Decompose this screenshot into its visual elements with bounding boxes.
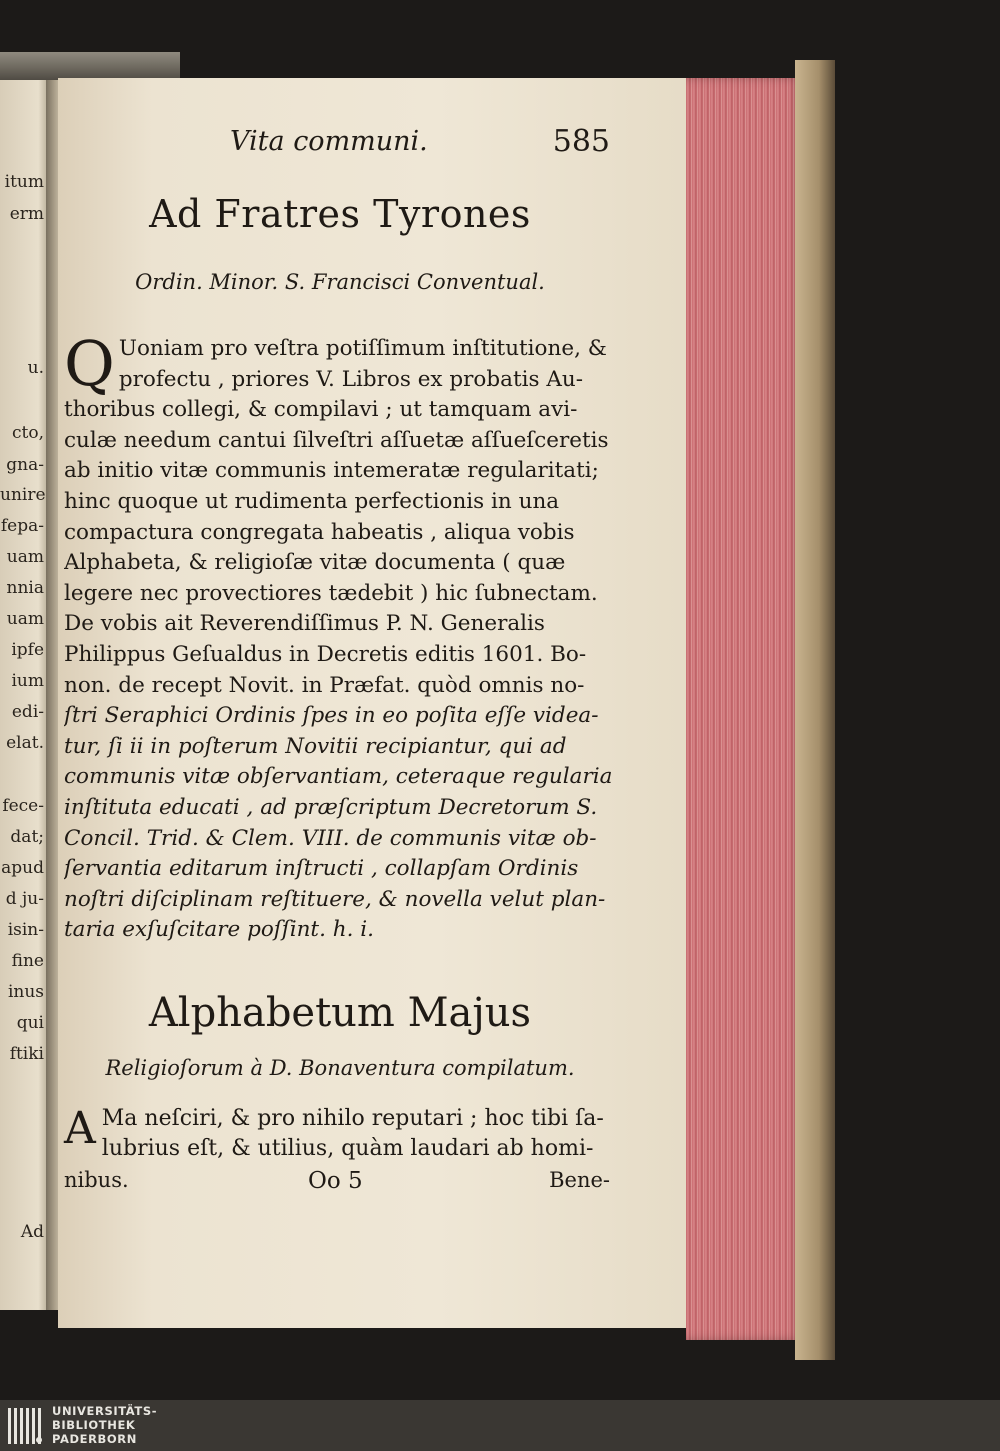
text-line: ab initio vitæ communis intemeratæ regularitati;: [64, 458, 599, 484]
library-name: [52, 1404, 157, 1446]
left-fragment: nnia: [6, 578, 44, 598]
text-line: hinc quoque ut rudimenta perfectionis in una: [64, 488, 560, 514]
left-fragment: erm: [9, 204, 44, 224]
running-title: Vita communi.: [230, 126, 428, 157]
text-line: De vobis ait Reverendiſſimus P. N. Generalis: [64, 611, 545, 637]
left-fragment: uam: [6, 609, 44, 629]
catchword: Bene-: [549, 1167, 610, 1192]
left-fragment: uam: [6, 547, 44, 567]
page-number: 585: [552, 124, 610, 159]
cover-board: [795, 60, 835, 1360]
text-line: noſtri diſciplinam reſtituere, & novella velut plan-: [64, 886, 606, 912]
paragraph-1: [64, 327, 616, 946]
left-fragment: u.: [27, 358, 44, 378]
text-line: taria exſuſcitare poſſint. h. i.: [64, 917, 374, 943]
section-subheading-2: Religioſorum à D. Bonaventura compilatum.: [105, 1055, 575, 1080]
running-head: [64, 120, 616, 170]
left-fragment: apud: [1, 858, 44, 878]
left-fragment: inus: [7, 982, 44, 1002]
library-logo-icon: [6, 1406, 46, 1446]
left-fragment: d ju-: [5, 889, 44, 909]
text-line: Alphabeta, & religioſæ vitæ documenta ( quæ: [64, 550, 566, 576]
drop-cap: Q: [64, 327, 115, 400]
drop-cap: A: [64, 1102, 96, 1154]
logo-line: PADERBORN: [52, 1432, 137, 1446]
section-heading-2: Alphabetum Majus: [148, 989, 532, 1036]
left-page: [0, 80, 48, 1310]
left-fragment: itum: [4, 172, 44, 192]
left-fragment: fece-: [2, 796, 44, 816]
left-fragment: edi-: [11, 702, 44, 722]
text-line: Uoniam pro veſtra potiſſimum inſtitutione, &: [118, 336, 607, 361]
library-logo-bar: [0, 1400, 1000, 1451]
text-line: Concil. Trid. & Clem. VIII. de communis vitæ ob-: [64, 825, 597, 851]
text-line: non. de recept Novit. in Præfat. quòd omnis no-: [64, 672, 585, 698]
text-line: culæ needum cantui ſilveſtri aſſuetæ aſſueſceretis: [64, 427, 609, 453]
page-footer: [64, 1168, 616, 1202]
text-line: Philippus Geſualdus in Decretis editis 1601. Bo-: [64, 641, 587, 667]
text-line: communis vitæ obſervantiam, ceteraque regularia: [64, 764, 613, 790]
left-fragment: dat;: [10, 827, 44, 847]
left-fragment: ftiki: [9, 1044, 44, 1064]
left-fragment: fine: [11, 951, 44, 971]
text-line: Ma neſciri, & pro nihilo reputari ; hoc tibi ſa-: [101, 1105, 604, 1131]
logo-line: UNIVERSITÄTS-: [52, 1404, 158, 1418]
signature-mark: Oo 5: [308, 1167, 363, 1194]
left-fragment: cto,: [12, 423, 44, 443]
left-fragment: fepa-: [0, 516, 44, 536]
left-fragment: unire: [0, 485, 46, 505]
text-line: thoribus collegi, & compilavi ; ut tamquam avi-: [64, 397, 578, 423]
logo-line: BIBLIOTHEK: [52, 1418, 136, 1432]
text-line: profectu , priores V. Libros ex probatis Au-: [118, 366, 583, 392]
left-fragment: qui: [16, 1013, 44, 1033]
left-fragment: gna-: [6, 455, 44, 475]
text-line: tur, ſi ii in poſterum Novitii recipiantur, qui ad: [64, 733, 567, 759]
text-line: legere nec provectiores tædebit ) hic ſubnectam.: [64, 580, 598, 606]
section-subheading: Ordin. Minor. S. Francisci Conventual.: [135, 270, 545, 294]
paragraph-2: [64, 1104, 616, 1164]
text-line: ſtri Seraphici Ordinis ſpes in eo poſita eſſe videa-: [64, 703, 599, 729]
text-line: lubrius eſt, & utilius, quàm laudari ab homi-: [101, 1135, 594, 1161]
page-content: [64, 120, 616, 1202]
left-fragment: ium: [11, 671, 44, 691]
text-line: compactura congregata habeatis , aliqua vobis: [64, 519, 575, 545]
left-fragment: ipfe: [11, 640, 44, 660]
section-heading: Ad Fratres Tyrones: [149, 192, 531, 236]
text-line: ſervantia editarum inſtructi , collapſam Ordinis: [64, 856, 579, 882]
left-fragment: elat.: [6, 733, 44, 753]
left-fragment: isin-: [7, 920, 44, 940]
footer-word: nibus.: [64, 1167, 129, 1192]
text-line: inſtituta educati , ad præſcriptum Decretorum S.: [64, 794, 598, 820]
red-page-edges: [686, 78, 804, 1340]
left-fragment: Ad: [20, 1222, 44, 1242]
